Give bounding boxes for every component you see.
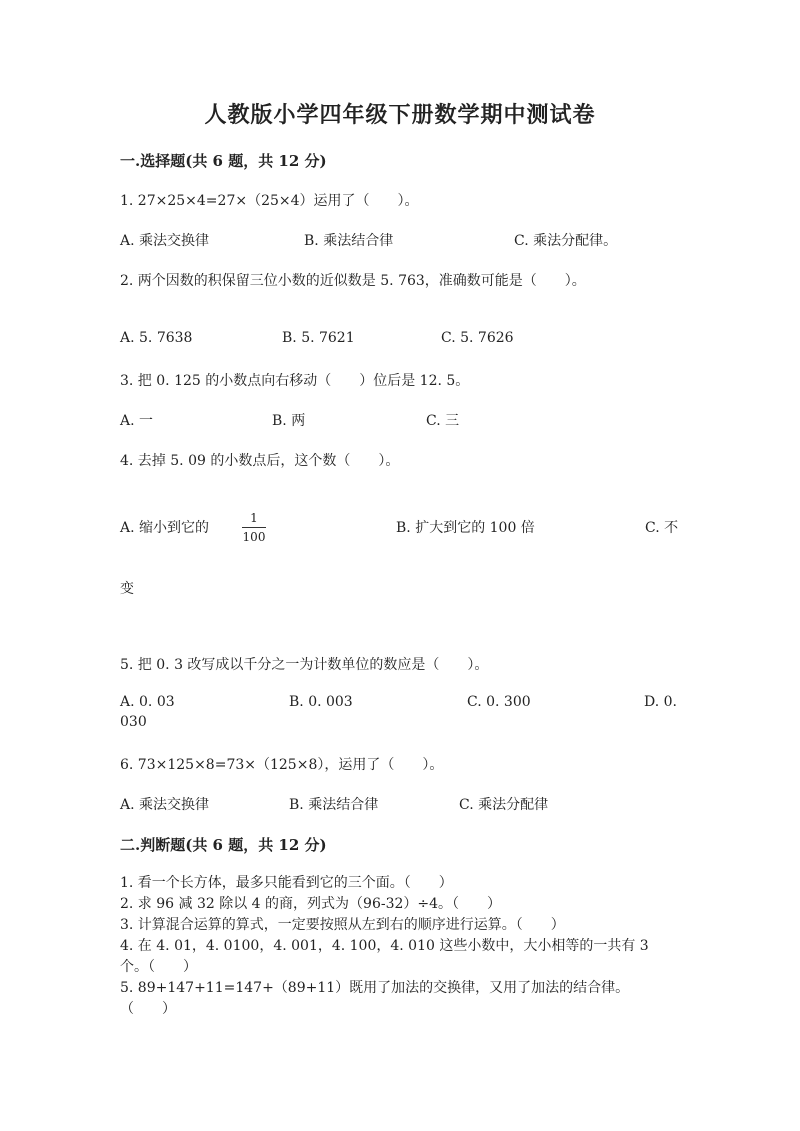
judge-line-4-wrap: 个。（ ） bbox=[120, 959, 197, 975]
question-4: 4. 去掉 5. 09 的小数点后，这个数（ ）。 bbox=[120, 453, 400, 469]
q6-option-b: B. 乘法结合律 bbox=[289, 797, 379, 813]
judge-line-2: 2. 求 96 减 32 除以 4 的商，列式为（96-32）÷4。（ ） bbox=[120, 896, 502, 912]
q3-option-a: A. 一 bbox=[120, 413, 154, 429]
q4-fraction bbox=[242, 511, 266, 544]
q4-option-c-wrap: 变 bbox=[120, 581, 134, 597]
fraction-denominator: 100 bbox=[242, 530, 266, 544]
judge-line-3: 3. 计算混合运算的算式，一定要按照从左到右的顺序进行运算。（ ） bbox=[120, 917, 565, 933]
section-heading-judgement: 二.判断题(共 6 题，共 12 分) bbox=[120, 836, 327, 854]
question-3: 3. 把 0. 125 的小数点向右移动（ ）位后是 12. 5。 bbox=[120, 373, 470, 389]
judge-line-4: 4. 在 4. 01，4. 0100，4. 001，4. 100，4. 010 这些小数中，大小相等的一共有 3 bbox=[120, 938, 649, 954]
q6-option-c: C. 乘法分配律 bbox=[459, 797, 549, 813]
q5-option-c: C. 0. 300 bbox=[467, 694, 531, 710]
question-2: 2. 两个因数的积保留三位小数的近似数是 5. 763，准确数可能是（ ）。 bbox=[120, 273, 586, 289]
q5-option-d-wrap: 030 bbox=[120, 714, 147, 730]
q4-option-b: B. 扩大到它的 100 倍 bbox=[396, 520, 535, 536]
q5-option-b: B. 0. 003 bbox=[289, 694, 353, 710]
q3-option-b: B. 两 bbox=[272, 413, 306, 429]
q1-option-c: C. 乘法分配律。 bbox=[514, 233, 618, 249]
judge-line-5: 5. 89+147+11=147+（89+11）既用了加法的交换律，又用了加法的结合律。 bbox=[120, 980, 630, 996]
judge-line-5-wrap: （ ） bbox=[120, 1001, 176, 1017]
q6-option-a: A. 乘法交换律 bbox=[120, 797, 210, 813]
q2-option-a: A. 5. 7638 bbox=[120, 330, 193, 346]
q3-option-c: C. 三 bbox=[426, 413, 460, 429]
q5-option-d: D. 0. bbox=[644, 694, 677, 710]
q2-option-c: C. 5. 7626 bbox=[441, 330, 514, 346]
question-1: 1. 27×25×4=27×（25×4）运用了（ ）。 bbox=[120, 193, 419, 209]
question-5: 5. 把 0. 3 改写成以千分之一为计数单位的数应是（ ）。 bbox=[120, 657, 489, 673]
fraction-numerator: 1 bbox=[250, 511, 258, 525]
q2-option-b: B. 5. 7621 bbox=[282, 330, 355, 346]
page-title: 人教版小学四年级下册数学期中测试卷 bbox=[204, 102, 596, 128]
question-6: 6. 73×125×8=73×（125×8），运用了（ ）。 bbox=[120, 757, 444, 773]
section-heading-choice: 一.选择题(共 6 题，共 12 分) bbox=[120, 152, 327, 170]
q5-option-a: A. 0. 03 bbox=[120, 694, 175, 710]
q1-option-a: A. 乘法交换律 bbox=[120, 233, 210, 249]
q4-option-a: A. 缩小到它的 bbox=[120, 520, 210, 536]
q1-option-b: B. 乘法结合律 bbox=[304, 233, 394, 249]
q4-option-c: C. 不 bbox=[645, 520, 679, 536]
judge-line-1: 1. 看一个长方体，最多只能看到它的三个面。（ ） bbox=[120, 875, 453, 891]
fraction-bar bbox=[242, 527, 266, 528]
